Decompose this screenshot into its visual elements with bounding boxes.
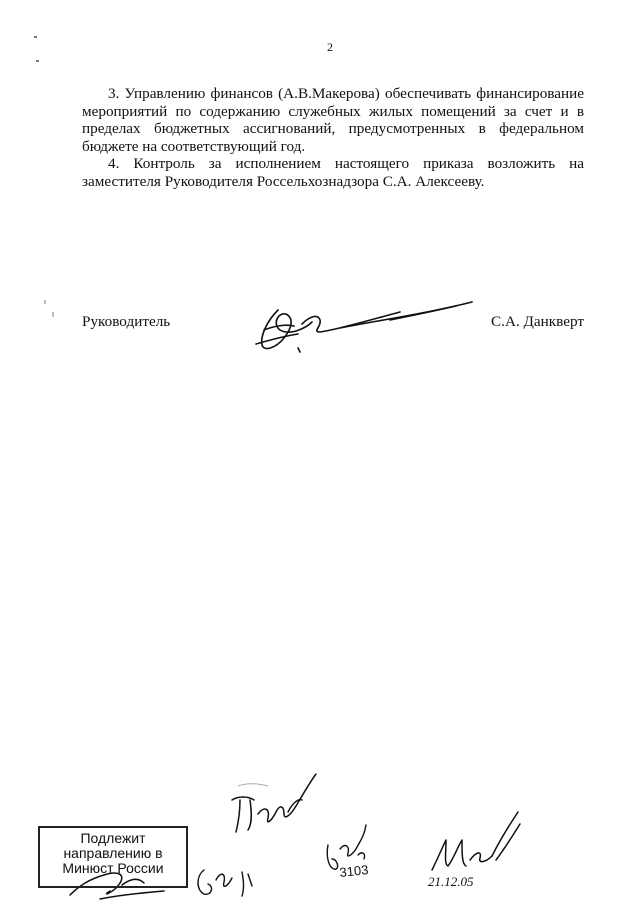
paragraph-3: 3. Управлению финансов (А.В.Макерова) обеспечивать финансирование мероприятий по содержанию служебных жилых помещений за счет и в пределах бюджетных ассигнований, предусмотренных в федеральном бюджете на соответствующий год. xyxy=(82,85,584,155)
paragraph-4: 4. Контроль за исполнением настоящего приказа возложить на заместителя Руководителя Россельхознадзора С.А. Алексееву. xyxy=(82,155,584,190)
visa-signature-1 xyxy=(218,770,328,840)
body-text xyxy=(82,85,584,190)
ministry-stamp xyxy=(38,826,188,888)
margin-speck xyxy=(44,300,46,304)
margin-speck xyxy=(34,36,37,38)
visa-signature-4 xyxy=(190,850,280,905)
visa-date: 21.12.05 xyxy=(428,874,474,889)
stamp-line: Минюст России xyxy=(62,860,164,876)
stamp-line: направлению в xyxy=(63,845,163,861)
stamp-line: Подлежит xyxy=(80,830,146,846)
signatory-name: С.А. Данкверт xyxy=(491,313,584,330)
visa-signature-3 xyxy=(420,800,530,890)
main-signature xyxy=(250,290,490,360)
signatory-title: Руководитель xyxy=(82,313,171,330)
margin-speck xyxy=(36,60,39,62)
visa-signature-2 xyxy=(320,815,390,885)
svg-text:3103: 3103 xyxy=(338,862,370,880)
page-number: 2 xyxy=(327,40,333,54)
margin-speck xyxy=(52,312,54,317)
